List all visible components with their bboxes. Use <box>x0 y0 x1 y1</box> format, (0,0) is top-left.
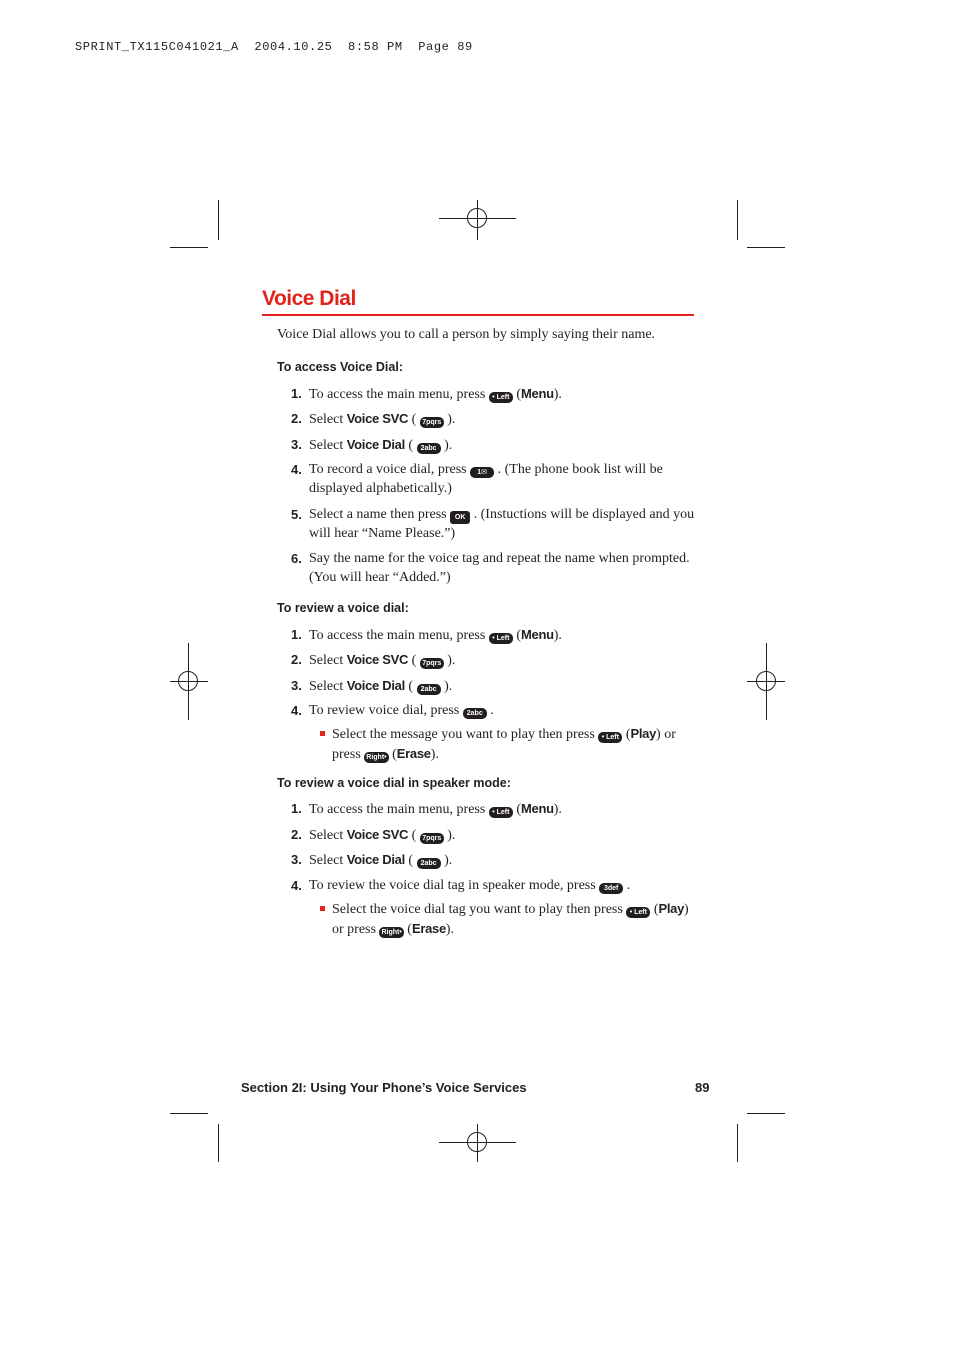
left-softkey-icon: • Left <box>489 633 513 644</box>
list-item: 4. To review the voice dial tag in speaker mode, press 3def . <box>291 878 631 893</box>
list-item: 2. Select Voice SVC ( 7pqrs ). <box>291 652 456 668</box>
key-7-icon: 7pqrs <box>420 417 444 428</box>
list-item: 3. Select Voice Dial ( 2abc ). <box>291 437 453 453</box>
footer-page-number: 89 <box>695 1080 710 1095</box>
list-item: 1. To access the main menu, press • Left (Menu). <box>291 627 562 643</box>
left-softkey-icon: • Left <box>598 732 622 743</box>
footer-section-title: Section 2I: Using Your Phone’s Voice Services <box>241 1080 527 1095</box>
key-2-icon: 2abc <box>463 708 487 719</box>
bullet-item: Select the message you want to play then press • Left (Play) or press Right• (Erase). <box>320 725 700 764</box>
left-softkey-icon: • Left <box>626 907 650 918</box>
key-1-icon: 1✉ <box>470 467 494 478</box>
left-softkey-icon: • Left <box>489 807 513 818</box>
page-title: Voice Dial <box>262 287 356 310</box>
list-item: 2. Select Voice SVC ( 7pqrs ). <box>291 411 456 427</box>
key-2-icon: 2abc <box>417 443 441 454</box>
right-softkey-icon: Right• <box>381 928 402 936</box>
bullet-square-icon <box>320 906 325 911</box>
key-2-icon: 2abc <box>417 684 441 695</box>
list-item: 3. Select Voice Dial ( 2abc ). <box>291 678 453 694</box>
list-item: 6. Say the name for the voice tag and repeat the name when prompted. (You will hear “Added.”) <box>291 551 690 585</box>
list-item: 1. To access the main menu, press • Left (Menu). <box>291 801 562 817</box>
list-item: 4. To review voice dial, press 2abc . <box>291 703 494 718</box>
left-softkey-icon: • Left <box>489 392 513 403</box>
list-item: 5. Select a name then press OK . (Instuctions will be displayed and you will hear “Name Please.”) <box>291 507 695 541</box>
right-softkey-icon: Right• <box>366 753 387 761</box>
section-heading-speaker: To review a voice dial in speaker mode: <box>277 776 511 790</box>
section-heading-review: To review a voice dial: <box>277 601 409 615</box>
key-7-icon: 7pqrs <box>420 658 444 669</box>
key-7-icon: 7pqrs <box>420 833 444 844</box>
section-heading-access: To access Voice Dial: <box>277 360 403 374</box>
list-item: 2. Select Voice SVC ( 7pqrs ). <box>291 827 456 843</box>
list-item: 3. Select Voice Dial ( 2abc ). <box>291 852 453 868</box>
title-rule <box>262 314 694 316</box>
intro-text: Voice Dial allows you to call a person by simply saying their name. <box>277 327 656 342</box>
ok-key-icon: OK <box>450 511 470 524</box>
bullet-square-icon <box>320 731 325 736</box>
list-item: 4. To record a voice dial, press 1✉ . (The phone book list will be displayed alphabetically.) <box>291 462 663 496</box>
list-item: 1. To access the main menu, press • Left (Menu). <box>291 386 562 402</box>
key-3-icon: 3def <box>599 883 623 894</box>
key-2-icon: 2abc <box>417 858 441 869</box>
print-slug: SPRINT_TX115C041021_A 2004.10.25 8:58 PM Page 89 <box>75 40 473 54</box>
bullet-item: Select the voice dial tag you want to play then press • Left (Play) or press Right• (Erase). <box>320 900 700 939</box>
